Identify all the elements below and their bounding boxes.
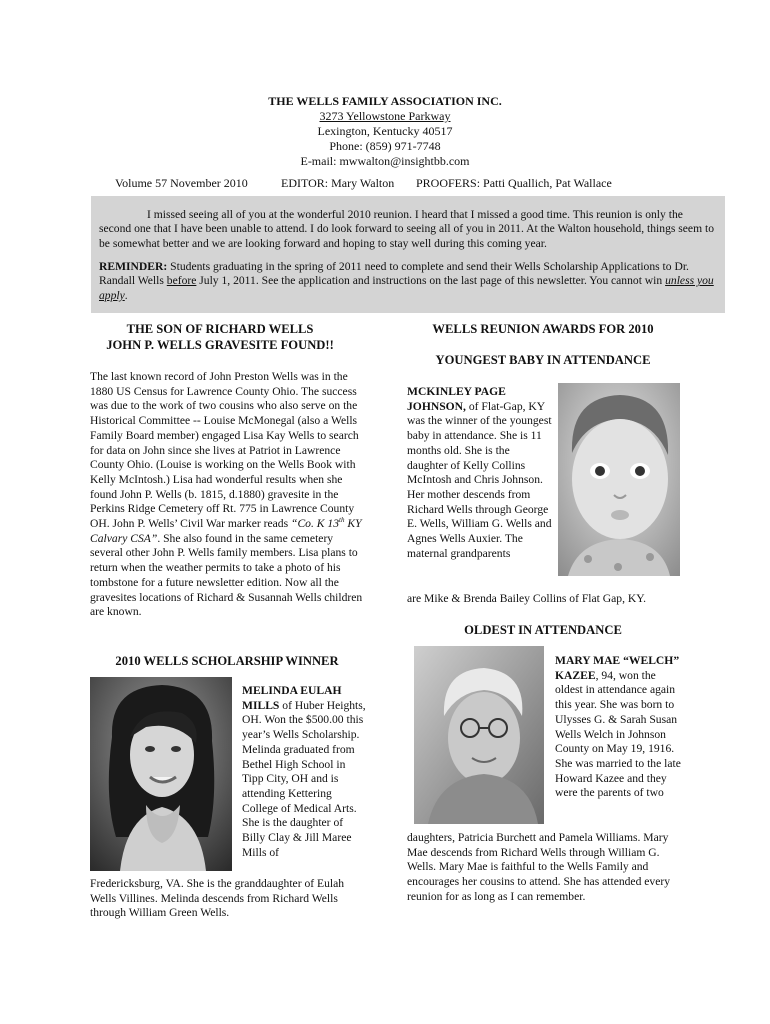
reminder-end: . <box>124 288 128 302</box>
reminder-paragraph <box>99 260 717 303</box>
portrait-baby-icon <box>558 383 680 576</box>
gravesite-heading-line1: THE SON OF RICHARD WELLS <box>126 322 314 336</box>
scholarship-body: of Huber Heights, OH. Won the $500.00 this year’s Wells Scholarship. Melinda graduated from Bethel High School in Tipp City, OH and is attending Kettering College of Medical Arts. She is the daughter of Billy Clay & Jill Maree Mills of <box>242 698 366 859</box>
gravesite-article <box>90 370 364 620</box>
editor-info: EDITOR: Mary Walton <box>281 176 395 190</box>
portrait-graduate-icon <box>90 677 232 871</box>
gravesite-heading-line2: JOHN P. WELLS GRAVESITE FOUND!! <box>106 338 334 352</box>
scholarship-winner-photo <box>90 677 232 871</box>
issue-meta <box>115 176 735 191</box>
gravesite-body: The last known record of John Preston Wells was in the 1880 US Census for Lawrence County Ohio. The success was due to the work of two cousins who also serve on the Historical Committee -- Louise McMonegal (also a Wells Family Board member) engaged Lisa Kay Wells to search for data on John since she lives at Patriot in Lawrence County Ohio. (Louise is working on the Wells Book with Kelly McIntosh.) Lisa had wonderful results when she found John P. Wells (b. 1815, d.1880) gravesite in the Perkins Ridge Cemetery off Rt. 775 in Lawrence County OH. John P. Wells’ Civil War marker reads <box>90 370 359 531</box>
oldest-text <box>555 654 685 801</box>
newsletter-header <box>0 94 770 169</box>
reminder-text: Students graduating in the spring of 2011 need to complete and send their Wells Scholarship Applications to Dr. Randall Wells <box>99 260 689 288</box>
editor-notice <box>91 196 725 313</box>
gravesite-heading <box>90 321 350 353</box>
proofers-info: PROOFERS: Patti Quallich, Pat Wallace <box>416 176 612 190</box>
gravesite-body-2: . She also found in the same cemetery several other John P. Wells family members. Lisa plans to return when the weather permits to take a photo of his tombstone for a future newsletter edition. Now all the gravesites locations of Richard & Susannah Wells children are known. <box>90 531 363 619</box>
civil-war-marker: “Co. K 13th KY Calvary CSA” <box>90 516 362 545</box>
org-email: E-mail: mwwalton@insightbb.com <box>300 154 470 168</box>
portrait-elder-icon <box>414 646 544 824</box>
org-city: Lexington, Kentucky 40517 <box>317 124 453 138</box>
oldest-attendee-photo <box>414 646 544 824</box>
reminder-label: REMINDER: <box>99 260 168 273</box>
oldest-heading: OLDEST IN ATTENDANCE <box>464 623 622 637</box>
awards-heading: WELLS REUNION AWARDS FOR 2010 <box>432 322 654 336</box>
reminder-unless: unless you apply <box>99 274 714 302</box>
youngest-baby-photo <box>558 383 680 576</box>
org-name: THE WELLS FAMILY ASSOCIATION INC. <box>268 94 502 108</box>
reminder-text-2: July 1, 2011. See the application and instructions on the last page of this newsletter. You cannot win <box>196 274 666 288</box>
scholarship-winner-name: MELINDA EULAH MILLS <box>242 684 342 712</box>
reminder-before: before <box>166 274 197 288</box>
youngest-body: of Flat-Gap, KY was the winner of the youngest baby in attendance. She is 11 months old. She is the daughter of Kelly Collins McIntosh and Chris Johnson. Her mother descends from Richard Wells through George E. Wells, William G. Wells and Agnes Wells Auxier. The maternal grandparents <box>407 399 552 560</box>
scholarship-heading: 2010 WELLS SCHOLARSHIP WINNER <box>115 654 339 668</box>
org-phone: Phone: (859) 971-7748 <box>329 139 441 153</box>
oldest-name: MARY MAE “WELCH” KAZEE <box>555 654 680 682</box>
oldest-text-tail: daughters, Patricia Burchett and Pamela Williams. Mary Mae descends from Richard Wells through William G. Wells. Mary Mae is faithful to the Wells Family and encourages her cousins to attend. She has attended every reunion for as long as I can remember. <box>407 831 671 903</box>
youngest-text <box>407 385 553 561</box>
youngest-heading: YOUNGEST BABY IN ATTENDANCE <box>435 353 651 367</box>
scholarship-text-continued: Fredericksburg, VA. She is the granddaughter of Eulah Wells Villines. Melinda descends from Richard Wells through William Green Wells. <box>90 877 345 920</box>
volume-info: Volume 57 November 2010 <box>115 176 248 190</box>
youngest-text-tail: are Mike & Brenda Bailey Collins of Flat Gap, KY. <box>407 592 647 605</box>
org-address[interactable]: 3273 Yellowstone Parkway <box>319 109 451 123</box>
scholarship-text <box>242 684 366 860</box>
oldest-body: , 94, won the oldest in attendance again this year. She was born to Ulysses G. & Sarah Susan Wells Welch in Johnson County on May 19, 1916. She was married to the late Howard Kazee and they were the parents of two <box>555 668 681 800</box>
youngest-name: MCKINLEY PAGE JOHNSON, <box>407 385 506 413</box>
editor-message: I missed seeing all of you at the wonderful 2010 reunion. I heard that I missed a good time. This reunion is only the second one that I have been unable to attend. I do look forward to seeing all of you in 2011. At the Walton household, things seem to be somewhat better and we are looking forward and hoping to stay well during this coming year. <box>99 208 715 250</box>
